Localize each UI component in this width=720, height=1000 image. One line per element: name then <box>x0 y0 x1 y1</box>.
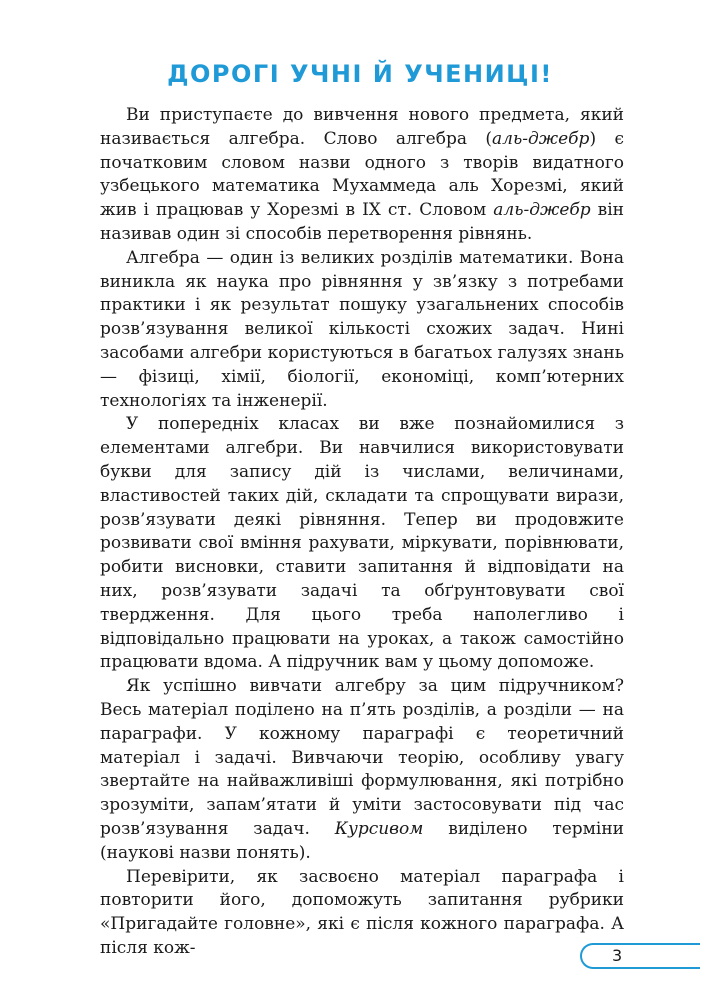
page-number: 3 <box>580 943 700 969</box>
italic-term: аль-джебр <box>492 128 590 149</box>
italic-term: Курсивом <box>334 818 424 839</box>
text-run: Як успішно вивчати алгебру за цим підручником? Весь матеріал поділено на п’ять розділів, а розділи — на параграфи. У кожному параграфі є теоретичний матеріал і задачі. Вивчаючи теорію, особливу увагу звертайте на найважливіші формулювання, які потрібно зрозуміти, запам’ятати й уміти застосовувати під час розв’язування задач. <box>100 676 624 839</box>
paragraph <box>100 866 624 961</box>
text-run: У попередніх класах ви вже познайомилися з елементами алгебри. Ви навчилися використовувати букви для запису дій із числами, величинами, властивостей таких дій, складати та спрощувати вирази, розв’язувати деякі рівняння. Тепер ви продовжите розвивати свої вміння рахувати, міркувати, порівнювати, робити висновки, ставити запитання й відповідати на них, розв’язувати задачі та обґрунтовувати свої твердження. Для цього треба наполегливо і відповідально працювати на уроках, а також самостійно працювати вдома. А підручник вам у цьому допоможе. <box>100 414 624 673</box>
text-run: Алгебра — один із великих розділів математики. Вона виникла як наука про рівняння у зв’язку з потребами практики і як результат пошуку узагальнених способів розв’язування великої кількості схожих задач. Нині засобами алгебри користуються в багатьох галузях знань — фізиці, хімії, біології, економіці, комп’ютерних технологіях та інженерії. <box>100 247 624 411</box>
text-run: Ви приступаєте до вивчення нового предмета, який називається алгебра. Слово алгебра ( <box>100 105 624 149</box>
page-title: ДОРОГІ УЧНІ Й УЧЕНИЦІ! <box>167 60 553 88</box>
paragraph <box>100 104 624 247</box>
text-run: він називав один зі способів перетворення рівнянь. <box>100 200 624 244</box>
body-text <box>100 104 624 961</box>
paragraph <box>100 247 624 414</box>
paragraph <box>100 675 624 865</box>
text-run: виділено терміни (наукові назви понять). <box>100 818 624 863</box>
text-run: Перевірити, як засвоєно матеріал параграфа і повторити його, допоможуть запитання рубрики «Пригадайте головне», які є після кожного параграфа. А після кож- <box>100 866 624 958</box>
italic-term: аль-джебр <box>493 200 591 221</box>
text-run: ) є початковим словом назви одного з творів видатного узбецького математика Мухаммеда аль Хорезмі, який жив і працював у Хорезмі в IX ст. Словом <box>100 128 625 221</box>
paragraph <box>100 413 624 675</box>
